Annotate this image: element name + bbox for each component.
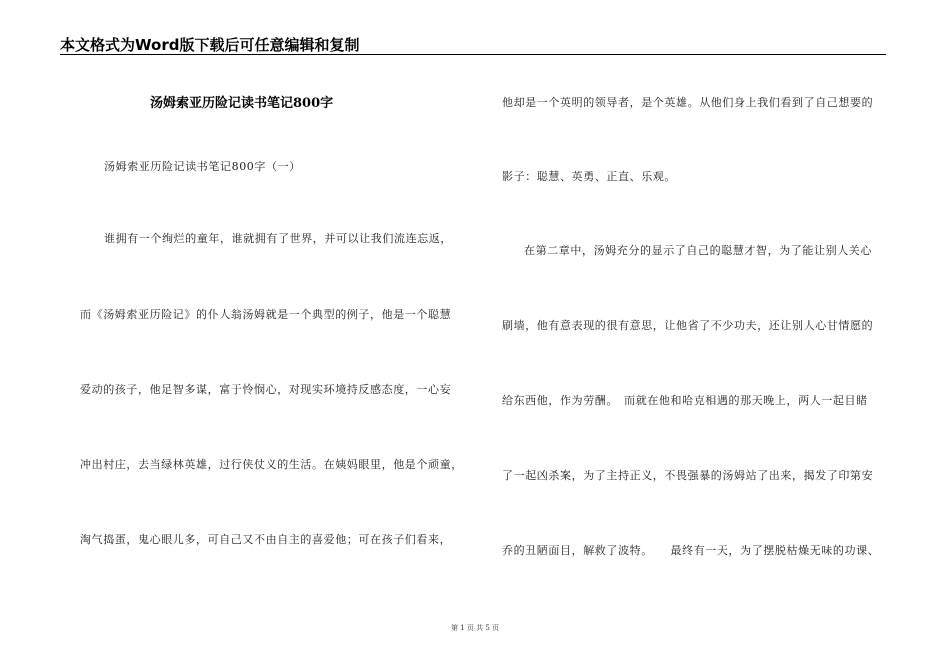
right-line-4: 刷墙，他有意表现的很有意思，让他省了不少功夫，还让别人心甘情愿的 <box>502 319 874 332</box>
right-line-1: 他却是一个英明的领导者，是个英雄。从他们身上我们看到了自己想要的 <box>502 96 874 109</box>
right-line-5: 给东西他，作为劳酬。 而就在他和哈克相遇的那天晚上，两人一起目睹 <box>502 394 868 407</box>
document-title: 汤姆索亚历险记读书笔记800字 <box>150 96 334 111</box>
left-line-5: 冲出村庄，去当绿林英雄，过行侠仗义的生活。在姨妈眼里，他是个顽童， <box>80 458 463 471</box>
page-number: 第 1 页 共 5 页 <box>450 624 500 632</box>
right-line-6: 了一起凶杀案，为了主持正义，不畏强暴的汤姆站了出来，揭发了印第安 <box>502 469 874 482</box>
left-line-4: 爱动的孩子，他足智多谋，富于怜悯心，对现实环境持反感态度，一心妄 <box>80 383 452 396</box>
left-line-1: 汤姆索亚历险记读书笔记800字（一） <box>104 160 301 173</box>
left-line-6: 淘气捣蛋，鬼心眼儿多，可自己又不由自主的喜爱他；可在孩子们看来， <box>80 533 452 546</box>
page-header-title: 本文格式为Word版下载后可任意编辑和复制 <box>60 36 360 54</box>
right-line-7: 乔的丑陋面目，解救了波特。 最终有一天，为了摆脱枯燥无味的功课、 <box>502 544 880 557</box>
header-divider <box>60 54 886 55</box>
right-line-3: 在第二章中，汤姆充分的显示了自己的聪慧才智，为了能让别人关心 <box>524 244 872 257</box>
left-line-2: 谁拥有一个绚烂的童年，谁就拥有了世界，并可以让我们流连忘返， <box>104 232 452 245</box>
right-line-2: 影子：聪慧、英勇、正直、乐观。 <box>502 170 676 183</box>
left-line-3: 而《汤姆索亚历险记》的仆人翁汤姆就是一个典型的例子，他是一个聪慧 <box>80 308 452 321</box>
